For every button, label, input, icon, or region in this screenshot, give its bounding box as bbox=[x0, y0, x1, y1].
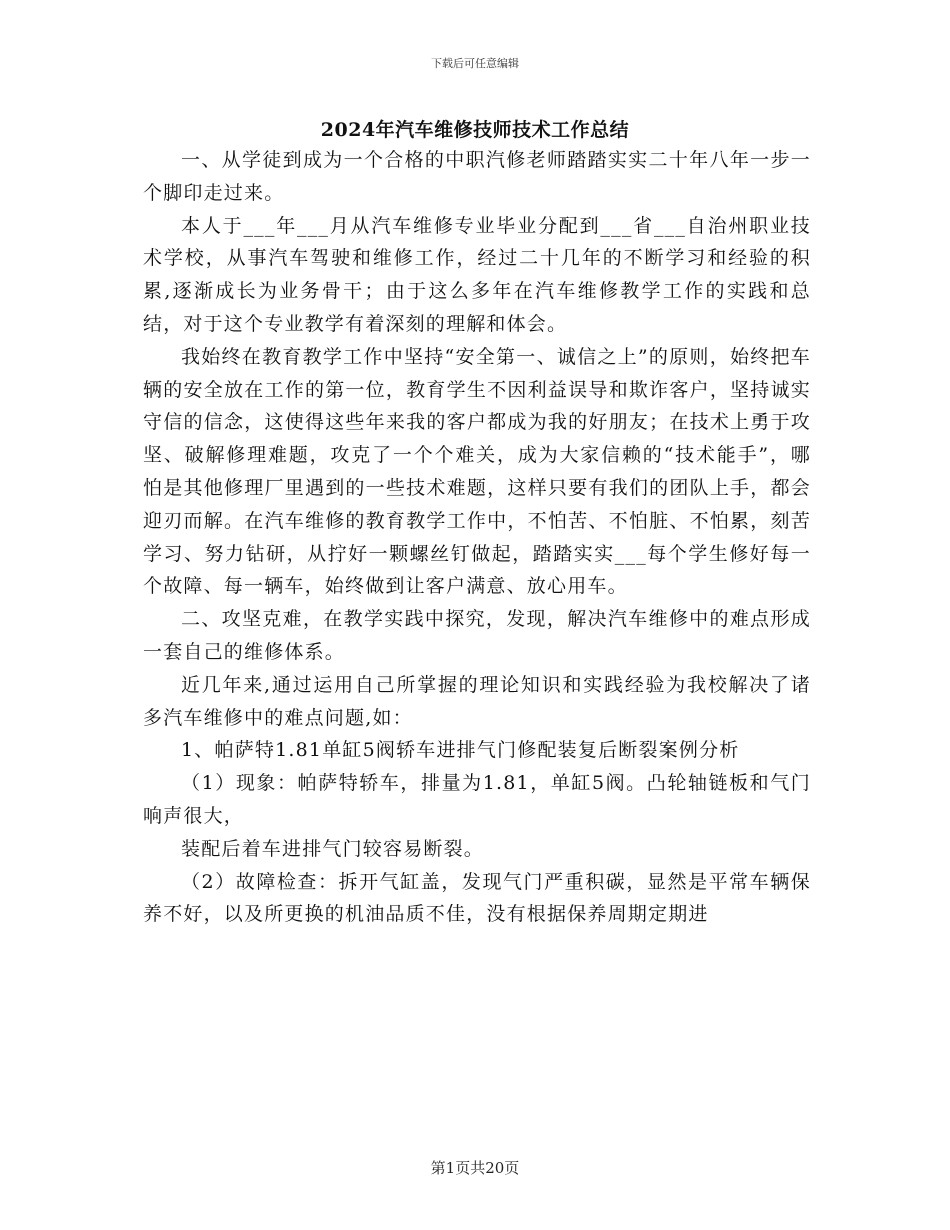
paragraph-section-two-heading: 二、攻坚克难，在教学实践中探究，发现，解决汽车维修中的难点形成一套自己的维修体系。 bbox=[143, 608, 811, 663]
paragraph-case-inspection: （2）故障检查：拆开气缸盖，发现气门严重积碳，显然是平常车辆保养不好，以及所更换的机油品质不佳，没有根据保养周期定期进 bbox=[143, 870, 811, 926]
document-title: 2024年汽车维修技师技术工作总结 bbox=[320, 119, 630, 141]
page-number-footer: 第1页共20页 bbox=[430, 1159, 520, 1177]
page-header-note: 下载后可任意编辑 bbox=[431, 57, 519, 70]
paragraph-case-title: 1、帕萨特1.81单缸5阀轿车进排气门修配装复后断裂案例分析 bbox=[181, 739, 740, 762]
document-body bbox=[143, 144, 811, 931]
paragraph-case-symptom-cont: 装配后着车进排气门较容易断裂。 bbox=[181, 837, 485, 860]
paragraph-section-one-heading: 一、从学徒到成为一个合格的中职汽修老师踏踏实实二十年八年一步一个脚印走过来。 bbox=[143, 149, 811, 204]
paragraph-principles: 我始终在教育教学工作中坚持“安全第一、诚信之上”的原则，始终把车辆的安全放在工作的第一位，教育学生不因利益误导和欺诈客户，坚持诚实守信的信念，这使得这些年来我的客户都成为我的好朋友；在技术上勇于攻坚、破解修理难题，攻克了一个个难关，成为大家信赖的“技术能手”，哪怕是其他修理厂里遇到的一些技术难题，这样只要有我们的团队上手，都会迎刃而解。在汽车维修的教育教学工作中，不怕苦、不怕脏、不怕累，刻苦学习、努力钻研，从拧好一颗螺丝钉做起，踏踏实实___每个学生修好每一个故障、每一辆车，始终做到让客户满意、放心用车。 bbox=[143, 345, 811, 598]
paragraph-recent-years: 近几年来,通过运用自己所掌握的理论知识和实践经验为我校解决了诸多汽车维修中的难点问题,如： bbox=[143, 673, 811, 729]
paragraph-case-symptom: （1）现象：帕萨特轿车，排量为1.81，单缸5阀。凸轮轴链板和气门响声很大， bbox=[143, 772, 811, 827]
paragraph-background: 本人于___年___月从汽车维修专业毕业分配到___省___自治州职业技术学校，从事汽车驾驶和维修工作，经过二十几年的不断学习和经验的积累,逐渐成长为业务骨干；由于这么多年在汽车维修教学工作的实践和总结，对于这个专业教学有着深刻的理解和体会。 bbox=[143, 214, 811, 335]
